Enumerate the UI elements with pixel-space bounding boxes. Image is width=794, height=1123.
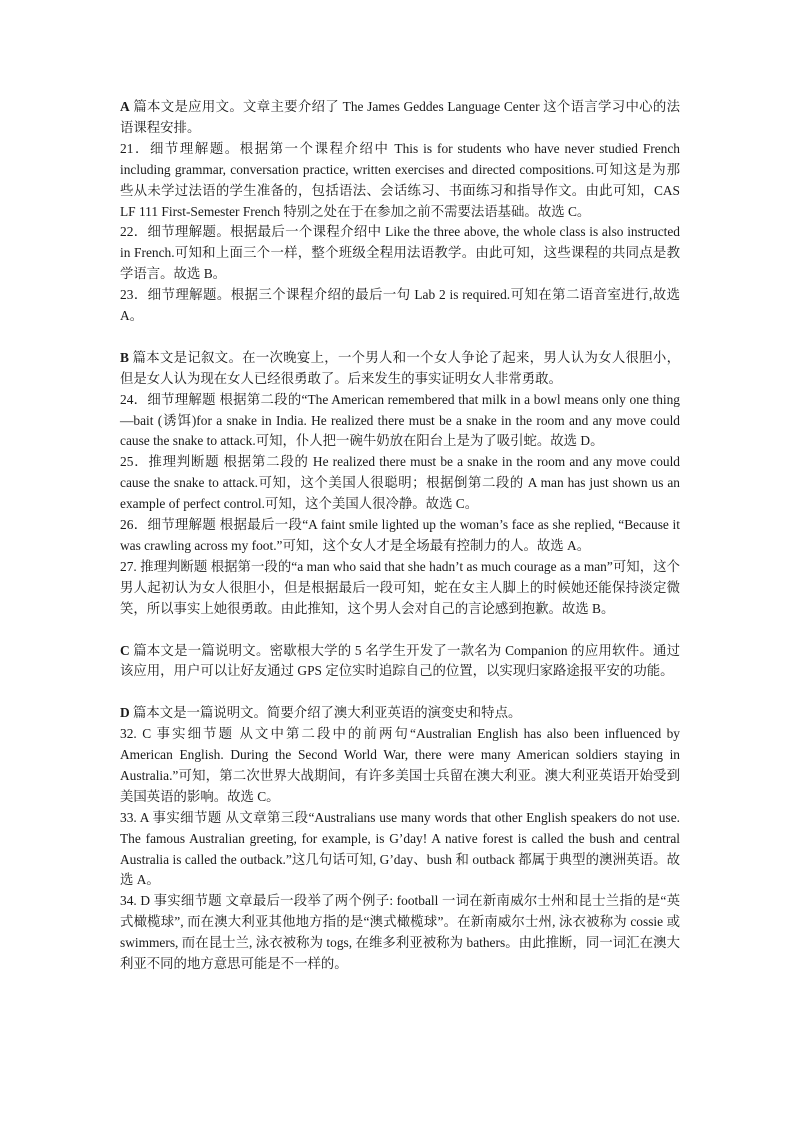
section-a-summary: 篇本文是应用文。文章主要介绍了 The James Geddes Language Center 这个语言学习中心的法语课程安排。 [120,99,680,135]
question-27-explanation: 27. 推理判断题 根据第一段的“a man who said that she hadn’t as much courage as a man”可知，这个男人起初认为女人很胆小，但是根据最后一段可知，蛇在女主人脚上的时候她还能保持淡定微笑，所以事实上她很勇敢。由此推知，这个男人会对自己的言论感到抱歉。故选 B。 [120,558,680,616]
question-33-explanation: 33. A 事实细节题 从文章第三段“Australians use many words that other English speakers do not use. The famous Australian greeting, for example, is G’day! A native forest is called the bush and central Australia is called the outback.”这几句话可知, G’day、bush 和 outback 都属于典型的澳洲英语。故选 A。 [120,809,680,888]
question-21-explanation: 21．细节理解题。根据第一个课程介绍中 This is for students who have never studied French including grammar, conversation practice, written exercises and directed compositions.可知这是为那些从未学过法语的学生准备的，包括语法、会话练习、书面练习和指导作文。由此可知，CAS LF 111 First-Semester French 特别之处在于在参加之前不需要法语基础。故选 C。 [120,140,680,219]
question-25-explanation: 25．推理判断题 根据第二段的 He realized there must be a snake in the room and any move could cause the snake to attack.可知，这个美国人很聪明；根据倒第二段的 A man has just shown us an example of perfect control.可知，这个美国人很冷静。故选 C。 [120,454,680,512]
section-b-label: B [120,349,129,365]
section-c-intro [120,641,680,683]
section-b-intro [120,348,680,390]
section-d-label: D [120,705,130,721]
question-22-explanation: 22．细节理解题。根据最后一个课程介绍中 Like the three above, the whole class is also instructed in French.可知和上面三个一样，整个班级全程用法语教学。由此可知，这些课程的共同点是教学语言。故选 B。 [120,224,680,282]
section-d-intro [120,703,680,724]
section-spacer [120,620,680,641]
question-32-explanation: 32. C 事实细节题 从文中第二段中的前两句“Australian English has also been influenced by American English. During the Second World War, there were many American soldiers staying in Australia.”可知，第二次世界大战期间，有许多美国士兵留在澳大利亚。澳大利亚英语开始受到美国英语的影响。故选 C。 [120,726,680,804]
question-23-explanation: 23．细节理解题。根据三个课程介绍的最后一句 Lab 2 is required.可知在第二语音室进行,故选 A。 [120,287,680,324]
section-spacer [120,682,680,703]
question-24-explanation: 24．细节理解题 根据第二段的“The American remembered that milk in a bowl means only one thing—bait (诱饵)for a snake in India. He realized there must be a snake in the room and any move could cause the snake to attack.可知，仆人把一碗牛奶放在阳台上是为了吸引蛇。故选 D。 [120,391,680,449]
answer-explanations-page [120,97,680,975]
section-a-label: A [120,99,130,114]
section-spacer [120,327,680,348]
section-b-summary: 篇本文是记叙文。在一次晚宴上，一个男人和一个女人争论了起来，男人认为女人很胆小，但是女人认为现在女人已经很勇敢了。后来发生的事实证明女人非常勇敢。 [120,349,680,386]
question-34-explanation: 34. D 事实细节题 文章最后一段举了两个例子: football 一词在新南威尔士州和昆士兰指的是“英式橄榄球”, 而在澳大利亚其他地方指的是“澳式橄榄球”。在新南威尔士州, 泳衣被称为 cossie 或 swimmers, 而在昆士兰, 泳衣被称为 togs, 在维多利亚被称为 bathers。由此推断，同一词汇在澳大利亚不同的地方意思可能是不一样的。 [120,893,680,972]
section-c-label: C [120,642,130,658]
question-26-explanation: 26．细节理解题 根据最后一段“A faint smile lighted up the woman’s face as she replied, “Because it was crawling across my foot.”可知，这个女人才是全场最有控制力的人。故选 A。 [120,517,680,554]
section-c-summary: 篇本文是一篇说明文。密歇根大学的 5 名学生开发了一款名为 Companion 的应用软件。通过该应用，用户可以让好友通过 GPS 定位实时追踪自己的位置，以实现归家路途报平安的功能。 [120,642,680,679]
section-a-intro [120,97,680,139]
section-d-summary: 篇本文是一篇说明文。简要介绍了澳大利亚英语的演变史和特点。 [133,705,522,721]
